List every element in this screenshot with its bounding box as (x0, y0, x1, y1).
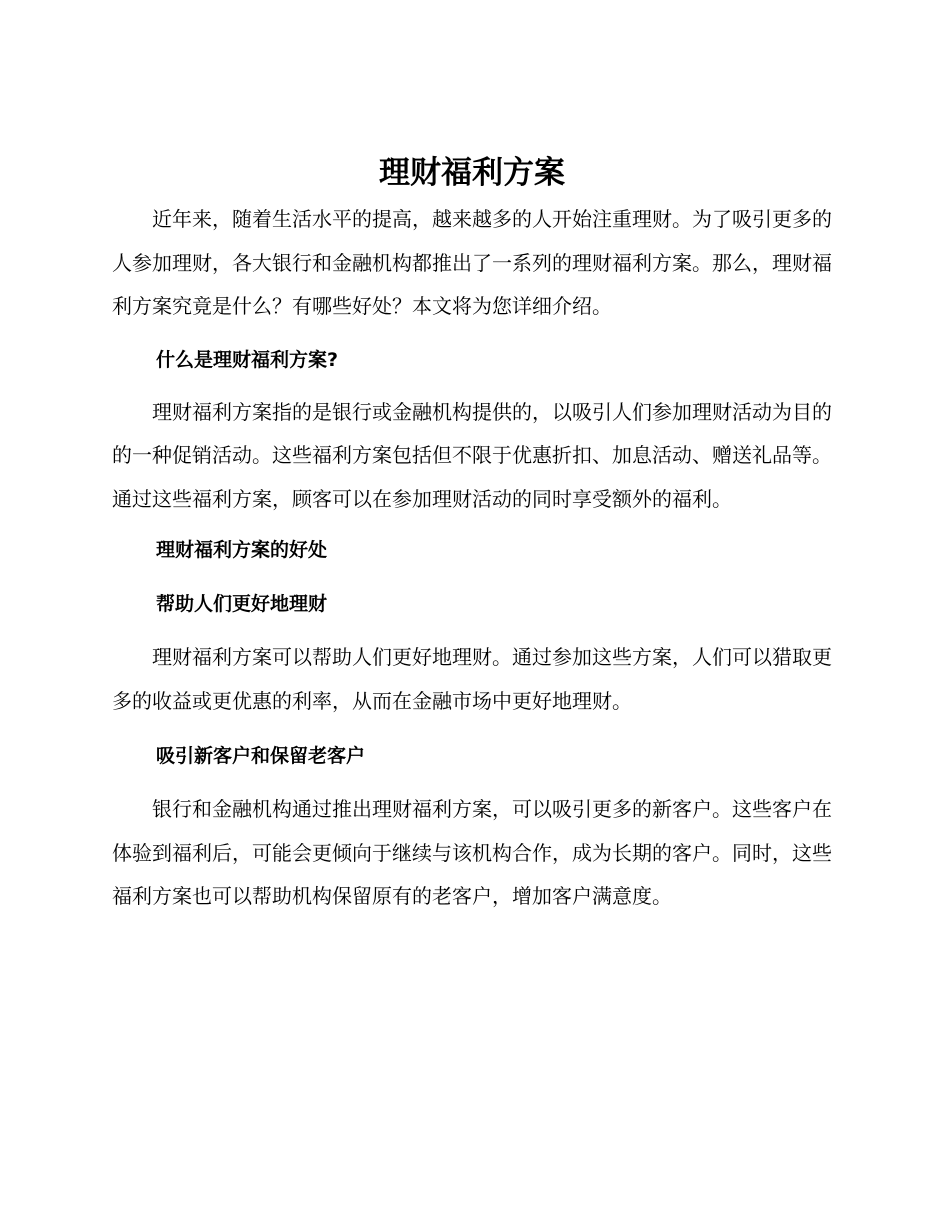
intro-paragraph: 近年来，随着生活水平的提高，越来越多的人开始注重理财。为了吸引更多的人参加理财，各大银行和金融机构都推出了一系列的理财福利方案。那么，理财福利方案究竟是什么？有哪些好处？本文将为您详细介绍。 (112, 207, 832, 318)
section-heading-benefits: 理财福利方案的好处 (156, 539, 328, 561)
section-heading-what-is: 什么是理财福利方案? (156, 348, 339, 371)
subheading-better-finance: 帮助人们更好地理财 (156, 593, 328, 615)
document-body (112, 150, 832, 919)
definition-paragraph: 理财福利方案指的是银行或金融机构提供的，以吸引人们参加理财活动为目的的一种促销活动。这些福利方案包括但不限于优惠折扣、加息活动、赠送礼品等。通过这些福利方案，顾客可以在参加理财活动的同时享受额外的福利。 (112, 399, 832, 511)
subheading-customers: 吸引新客户和保留老客户 (156, 745, 366, 767)
better-finance-paragraph: 理财福利方案可以帮助人们更好地理财。通过参加这些方案，人们可以猎取更多的收益或更优惠的利率，从而在金融市场中更好地理财。 (112, 645, 832, 713)
customers-paragraph: 银行和金融机构通过推出理财福利方案，可以吸引更多的新客户。这些客户在体验到福利后，可能会更倾向于继续与该机构合作，成为长期的客户。同时，这些福利方案也可以帮助机构保留原有的老客户，增加客户满意度。 (112, 797, 832, 908)
document-title: 理财福利方案 (379, 155, 565, 191)
